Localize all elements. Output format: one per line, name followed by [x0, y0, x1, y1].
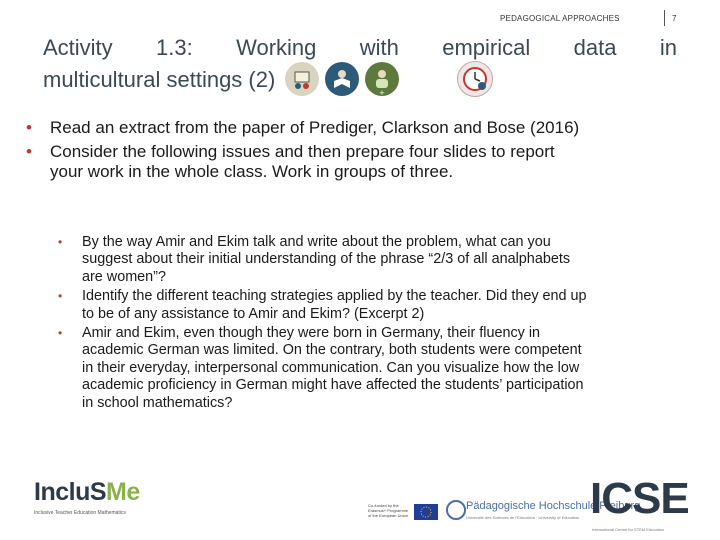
list-item-text: Consider the following issues and then prepare four slides to report your work in the whole class. Work in groups of three.	[50, 142, 555, 181]
ph-freiburg-icon	[446, 500, 466, 520]
title-word: in	[659, 35, 677, 60]
teaching-icon	[285, 62, 319, 96]
inclusme-subtitle: Inclusive Teacher Education Mathematics	[34, 510, 126, 516]
title-word: with	[359, 35, 399, 60]
title-word: Activity	[43, 35, 113, 60]
bullet-marker: •	[58, 326, 63, 341]
icse-subtitle: International Centre for STEM Education	[592, 527, 665, 532]
list-item-text: Identify the different teaching strategies applied by the teacher. Did they end up to be of any assistance to Amir and Ekim? (Excerpt 2)	[82, 288, 587, 322]
inclusme-logo-text: IncluS	[34, 478, 107, 506]
list-item	[58, 288, 588, 323]
page-number: 7	[672, 14, 677, 23]
list-item	[58, 325, 588, 412]
page-title	[43, 34, 677, 97]
eu-flag-icon	[414, 504, 438, 520]
inclusme-logo-accent: Me	[106, 478, 140, 506]
ph-freiburg-subtitle: Université des Sciences de l’Education · University of Education	[466, 515, 580, 520]
title-word: empirical	[442, 35, 531, 60]
title-word: Working	[236, 35, 317, 60]
header-label: PEDAGOGICAL APPROACHES	[500, 14, 620, 23]
sub-bullet-list	[58, 234, 588, 414]
list-item	[58, 234, 588, 286]
ph-freiburg-name: Pädagogische Hochschule Freiburg	[466, 500, 641, 512]
eu-funding-text: Co-funded by the Erasmus+ Programme of the European Union	[368, 503, 409, 518]
title-word: data	[573, 35, 617, 60]
title-word: 1.3:	[156, 35, 193, 60]
list-item	[26, 118, 586, 138]
icse-logo: ICSE	[590, 474, 689, 523]
reading-icon	[325, 62, 359, 96]
title-line-2-text: multicultural settings (2)	[43, 66, 276, 92]
bullet-marker: •	[58, 289, 63, 304]
list-item-text: Amir and Ekim, even though they were born in Germany, their fluency in academic German was limited. On the contrary, both students were competent in their everyday, interpersonal communication. Can you visualize how the low academic proficiency in German might have affected the students’ participation in school mathematics?	[82, 325, 584, 411]
inclusme-logo	[34, 478, 140, 507]
header-separator	[664, 10, 665, 26]
svg-text:+: +	[379, 89, 386, 96]
title-line-2	[43, 61, 677, 97]
activity-icons	[285, 61, 499, 97]
list-item-text: Read an extract from the paper of Prediger, Clarkson and Bose (2016)	[50, 118, 580, 137]
bullet-marker: •	[58, 235, 63, 249]
list-item	[26, 142, 586, 182]
time-icon	[457, 61, 493, 97]
bullet-marker: •	[26, 142, 32, 161]
list-item-text: By the way Amir and Ekim talk and write about the problem, what can you suggest about their initial understanding of the phrase “2/3 of all analphabets are women”?	[82, 234, 571, 285]
learner-icon	[365, 62, 399, 96]
title-line-1	[43, 34, 677, 61]
main-bullet-list	[26, 118, 586, 186]
bullet-marker: •	[26, 118, 32, 137]
footer	[0, 470, 720, 540]
